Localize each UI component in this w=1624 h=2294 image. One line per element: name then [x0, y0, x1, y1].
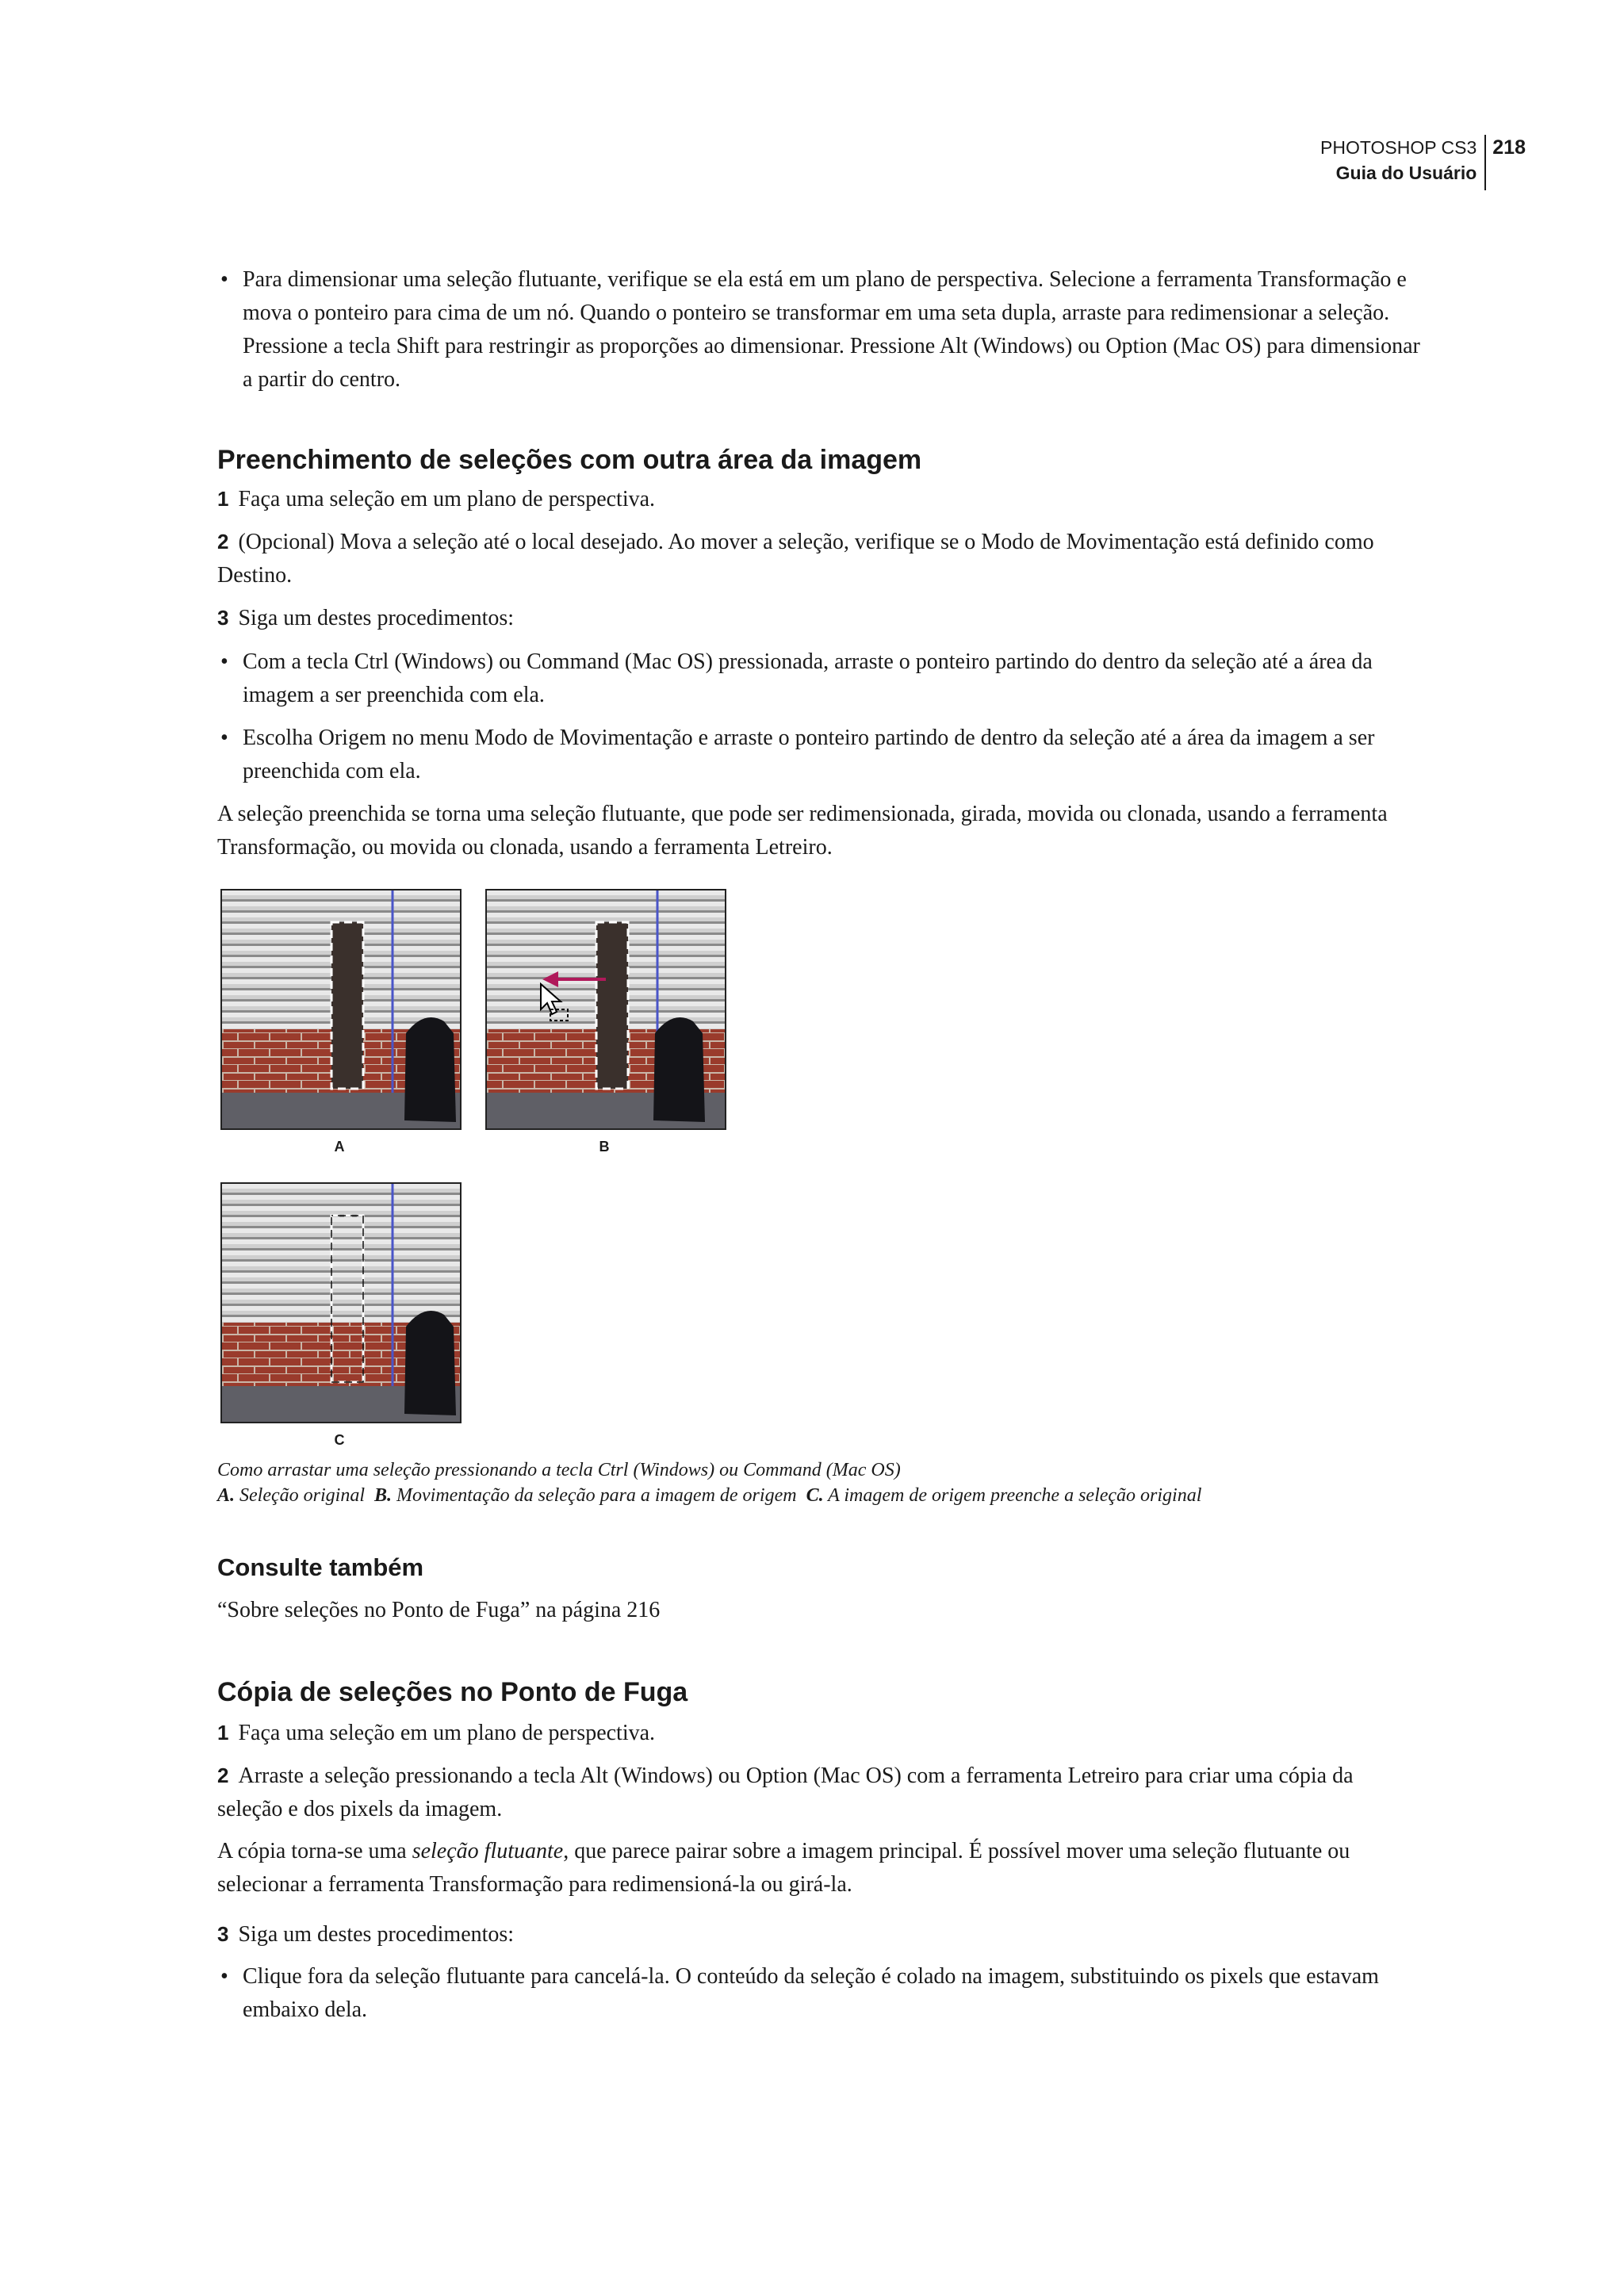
see-also-title: Consulte também	[217, 1553, 424, 1581]
caption-key: B.	[373, 1485, 392, 1506]
intro-bullet: • Para dimensionar uma seleção flutuante, verifique se ela está em um plano de perspectiva. Selecione a ferramenta Transformação e mova o ponteiro para cima de um nó. Quando o ponteiro se transformar em uma seta dupla, arraste para redimensionar a seleção. Pressione a tecla Shift para restringir as proporções ao dimensionar. Pressione Alt (Windows) ou Option (Mac OS) para dimensionar a partir do centro.	[217, 263, 1423, 396]
step-text: Arraste a seleção pressionando a tecla Alt (Windows) ou Option (Mac OS) com a ferramenta Letreiro para criar uma cópia da seleção e dos pixels da imagem.	[217, 1764, 1354, 1821]
step-number: 1	[217, 487, 229, 511]
section1-title: Preenchimento de seleções com outra área da imagem	[217, 445, 922, 475]
step-number: 2	[217, 1764, 229, 1787]
caption-text: Movimentação da seleção para a imagem de origem	[396, 1485, 797, 1506]
step-text: Siga um destes procedimentos:	[238, 1922, 515, 1947]
step-number: 3	[217, 1922, 229, 1946]
see-also-link[interactable]: “Sobre seleções no Ponto de Fuga” na página 216	[217, 1598, 661, 1622]
step-number: 1	[217, 1721, 229, 1744]
page-number: 218	[1492, 136, 1526, 159]
figure-b-image	[485, 889, 726, 1130]
caption-text: Seleção original	[239, 1485, 365, 1506]
step-number: 2	[217, 530, 229, 553]
section1-paragraph: A seleção preenchida se torna uma seleção flutuante, que pode ser redimensionada, girada, movida ou clonada, usando a ferramenta Transformação, ou movida ou clonada, usando a ferramenta Letreiro.	[217, 802, 1388, 860]
figure-caption-items	[217, 1483, 1407, 1508]
step-text: Faça uma seleção em um plano de perspectiva.	[238, 1721, 656, 1745]
step-number: 3	[217, 606, 229, 630]
figure-c-label: C	[334, 1432, 345, 1448]
step-text: Faça uma seleção em um plano de perspectiva.	[238, 487, 656, 511]
section2-step-3	[217, 1917, 1397, 1951]
caption-key: C.	[806, 1485, 824, 1506]
figure-caption-title: Como arrastar uma seleção pressionando a tecla Ctrl (Windows) ou Command (Mac OS)	[217, 1460, 901, 1480]
step-text: (Opcional) Mova a seleção até o local desejado. Ao mover a seleção, verifique se o Modo de Movimentação está definido como Destino.	[217, 530, 1374, 588]
section2-step-2	[217, 1759, 1397, 1826]
figure-a-image	[220, 889, 462, 1130]
section1-step-1	[217, 482, 1397, 516]
header-titles	[1320, 135, 1484, 190]
page-header	[1320, 135, 1526, 190]
caption-text: A imagem de origem preenche a seleção original	[828, 1485, 1202, 1506]
para-text: A cópia torna-se uma	[217, 1839, 412, 1863]
section2-title: Cópia de seleções no Ponto de Fuga	[217, 1677, 688, 1707]
header-product: PHOTOSHOP CS3	[1320, 137, 1477, 158]
step-text: Siga um destes procedimentos:	[238, 606, 515, 630]
caption-key: A.	[217, 1485, 236, 1506]
figure-b-label: B	[599, 1139, 610, 1155]
figure-a-label: A	[334, 1139, 345, 1155]
section1-bullet-2: • Escolha Origem no menu Modo de Movimentação e arraste o ponteiro partindo de dentro da seleção até a área da imagem a ser preenchida com ela.	[217, 722, 1423, 788]
section2-bullet-1: • Clique fora da seleção flutuante para cancelá-la. O conteúdo da seleção é colado na imagem, substituindo os pixels que estavam embaixo dela.	[217, 1960, 1423, 2027]
figure-c-image	[220, 1182, 462, 1423]
section1-step-3	[217, 601, 1397, 635]
section1-step-2	[217, 525, 1397, 592]
section1-bullet-1: • Com a tecla Ctrl (Windows) ou Command (Mac OS) pressionada, arraste o ponteiro partindo do dentro da seleção até a área da imagem a ser preenchida com ela.	[217, 645, 1423, 712]
para-emphasis: seleção flutuante	[412, 1839, 564, 1863]
para-text: , que parece pairar sobre a imagem principal. É possível mover uma seleção flutuante ou selecionar a ferramenta Transformação para redimensioná-la ou girá-la.	[217, 1839, 1350, 1897]
section2-paragraph	[217, 1835, 1397, 1901]
header-guide: Guia do Usuário	[1335, 163, 1477, 183]
section2-step-1	[217, 1716, 1397, 1750]
